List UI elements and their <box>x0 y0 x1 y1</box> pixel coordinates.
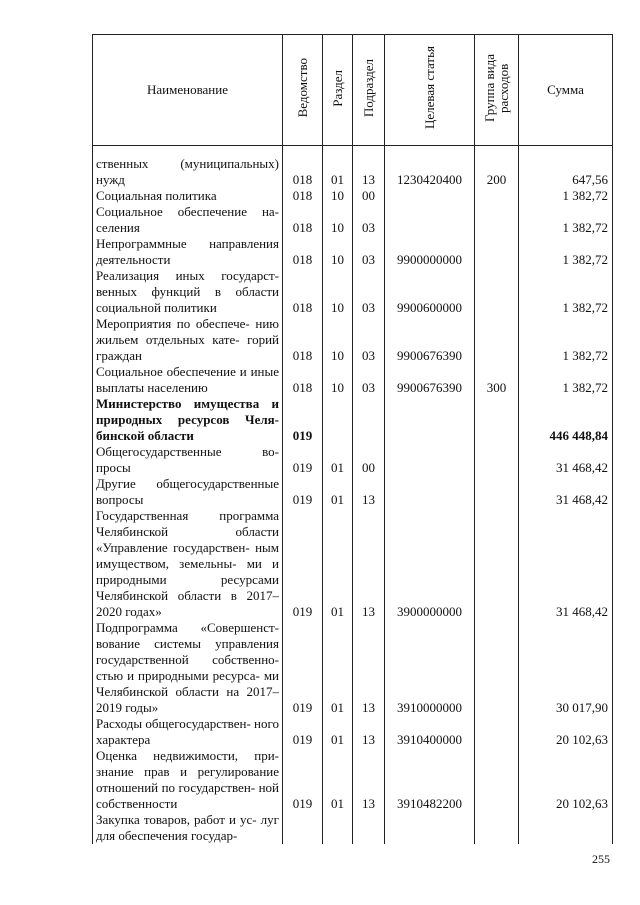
header-department: Ведомство <box>283 35 323 146</box>
cell-target-article <box>385 812 475 844</box>
cell-subsection: 13 <box>353 620 385 716</box>
cell-amount: 20 102,63 <box>519 748 613 812</box>
table-row <box>93 620 613 716</box>
cell-target-article: 9900676390 <box>385 364 475 396</box>
cell-amount: 20 102,63 <box>519 716 613 748</box>
cell-department: 018 <box>283 268 323 316</box>
cell-name: Мероприятия по обеспече- нию жильем отдельных кате- горий граждан <box>93 316 283 364</box>
cell-amount: 647,56 <box>519 146 613 189</box>
cell-amount <box>519 812 613 844</box>
cell-subsection: 13 <box>353 146 385 189</box>
cell-subsection: 13 <box>353 476 385 508</box>
cell-subsection: 13 <box>353 716 385 748</box>
cell-name: Подпрограмма «Совершенст- вование системы управления государственной собственно- стью и природными ресурса- ми Челябинской области на 2017–2019 годы» <box>93 620 283 716</box>
cell-section: 01 <box>323 620 353 716</box>
budget-table <box>92 34 613 844</box>
cell-section: 10 <box>323 236 353 268</box>
cell-subsection: 03 <box>353 268 385 316</box>
table-row <box>93 508 613 620</box>
cell-target-article <box>385 444 475 476</box>
table-row <box>93 236 613 268</box>
cell-amount: 1 382,72 <box>519 236 613 268</box>
cell-section: 01 <box>323 508 353 620</box>
table-row <box>93 476 613 508</box>
table-row <box>93 204 613 236</box>
cell-amount: 446 448,84 <box>519 396 613 444</box>
cell-subsection <box>353 396 385 444</box>
cell-department: 018 <box>283 316 323 364</box>
cell-target-article: 9900000000 <box>385 236 475 268</box>
cell-expense-group <box>475 812 519 844</box>
cell-target-article <box>385 476 475 508</box>
cell-target-article <box>385 204 475 236</box>
table-row <box>93 146 613 189</box>
cell-department: 019 <box>283 476 323 508</box>
cell-name: Реализация иных государст- венных функций в области социальной политики <box>93 268 283 316</box>
cell-subsection: 03 <box>353 364 385 396</box>
cell-section: 01 <box>323 476 353 508</box>
cell-subsection: 13 <box>353 508 385 620</box>
cell-name: Социальная политика <box>93 188 283 204</box>
cell-expense-group: 200 <box>475 146 519 189</box>
cell-target-article <box>385 188 475 204</box>
cell-name: Министерство имущества и природных ресурсов Челя- бинской области <box>93 396 283 444</box>
cell-subsection: 03 <box>353 236 385 268</box>
table-row <box>93 748 613 812</box>
cell-target-article: 3910000000 <box>385 620 475 716</box>
cell-department: 019 <box>283 444 323 476</box>
budget-table-container <box>92 34 612 844</box>
cell-expense-group <box>475 476 519 508</box>
header-expense-group: Группа вида расходов <box>475 35 519 146</box>
cell-expense-group <box>475 716 519 748</box>
table-header-row <box>93 35 613 146</box>
cell-target-article: 3910400000 <box>385 716 475 748</box>
cell-expense-group <box>475 620 519 716</box>
cell-name: Социальное обеспечение и иные выплаты населению <box>93 364 283 396</box>
cell-expense-group <box>475 748 519 812</box>
cell-expense-group: 300 <box>475 364 519 396</box>
cell-name: Другие общегосударственные вопросы <box>93 476 283 508</box>
table-row <box>93 716 613 748</box>
header-amount: Сумма <box>519 35 613 146</box>
cell-amount: 30 017,90 <box>519 620 613 716</box>
table-row <box>93 812 613 844</box>
cell-subsection: 03 <box>353 316 385 364</box>
table-row <box>93 364 613 396</box>
cell-subsection: 13 <box>353 748 385 812</box>
cell-section: 01 <box>323 748 353 812</box>
cell-amount: 1 382,72 <box>519 188 613 204</box>
cell-section: 10 <box>323 316 353 364</box>
cell-section <box>323 812 353 844</box>
cell-section: 10 <box>323 204 353 236</box>
cell-expense-group <box>475 444 519 476</box>
header-name: Наименование <box>93 35 283 146</box>
cell-target-article: 9900676390 <box>385 316 475 364</box>
cell-expense-group <box>475 188 519 204</box>
cell-section <box>323 396 353 444</box>
cell-subsection: 00 <box>353 188 385 204</box>
table-row <box>93 444 613 476</box>
cell-department: 019 <box>283 748 323 812</box>
cell-section: 10 <box>323 364 353 396</box>
header-target-article: Целевая статья <box>385 35 475 146</box>
cell-amount: 1 382,72 <box>519 268 613 316</box>
cell-target-article <box>385 396 475 444</box>
header-subsection: Подраздел <box>353 35 385 146</box>
cell-department: 019 <box>283 508 323 620</box>
cell-section: 01 <box>323 146 353 189</box>
cell-target-article: 3900000000 <box>385 508 475 620</box>
page-number: 255 <box>592 852 610 866</box>
cell-subsection <box>353 812 385 844</box>
cell-department: 018 <box>283 146 323 189</box>
cell-department: 018 <box>283 204 323 236</box>
cell-expense-group <box>475 508 519 620</box>
header-section: Раздел <box>323 35 353 146</box>
cell-amount: 1 382,72 <box>519 316 613 364</box>
cell-name: Общегосударственные во- просы <box>93 444 283 476</box>
cell-subsection: 03 <box>353 204 385 236</box>
cell-section: 10 <box>323 188 353 204</box>
cell-subsection: 00 <box>353 444 385 476</box>
cell-amount: 31 468,42 <box>519 476 613 508</box>
table-row <box>93 396 613 444</box>
cell-department: 018 <box>283 188 323 204</box>
cell-name: ственных (муниципальных) нужд <box>93 146 283 189</box>
cell-department: 019 <box>283 620 323 716</box>
table-body <box>93 146 613 845</box>
cell-name: Расходы общегосударствен- ного характера <box>93 716 283 748</box>
cell-expense-group <box>475 236 519 268</box>
cell-name: Непрограммные направления деятельности <box>93 236 283 268</box>
cell-department: 019 <box>283 716 323 748</box>
cell-department: 019 <box>283 396 323 444</box>
cell-amount: 31 468,42 <box>519 444 613 476</box>
cell-expense-group <box>475 268 519 316</box>
cell-name: Социальное обеспечение на- селения <box>93 204 283 236</box>
cell-department <box>283 812 323 844</box>
cell-name: Закупка товаров, работ и ус- луг для обеспечения государ- <box>93 812 283 844</box>
cell-expense-group <box>475 396 519 444</box>
cell-section: 10 <box>323 268 353 316</box>
cell-department: 018 <box>283 236 323 268</box>
cell-target-article: 1230420400 <box>385 146 475 189</box>
cell-section: 01 <box>323 716 353 748</box>
cell-amount: 31 468,42 <box>519 508 613 620</box>
table-row <box>93 316 613 364</box>
cell-amount: 1 382,72 <box>519 204 613 236</box>
cell-expense-group <box>475 204 519 236</box>
cell-target-article: 3910482200 <box>385 748 475 812</box>
cell-target-article: 9900600000 <box>385 268 475 316</box>
cell-department: 018 <box>283 364 323 396</box>
table-row <box>93 268 613 316</box>
table-row <box>93 188 613 204</box>
cell-name: Государственная программа Челябинской области «Управление государствен- ным имуществом, земельны- ми и природными ресурсами Челябинской области в 2017– 2020 годах» <box>93 508 283 620</box>
cell-section: 01 <box>323 444 353 476</box>
cell-name: Оценка недвижимости, при- знание прав и регулирование отношений по государствен- ной собственности <box>93 748 283 812</box>
cell-amount: 1 382,72 <box>519 364 613 396</box>
cell-expense-group <box>475 316 519 364</box>
